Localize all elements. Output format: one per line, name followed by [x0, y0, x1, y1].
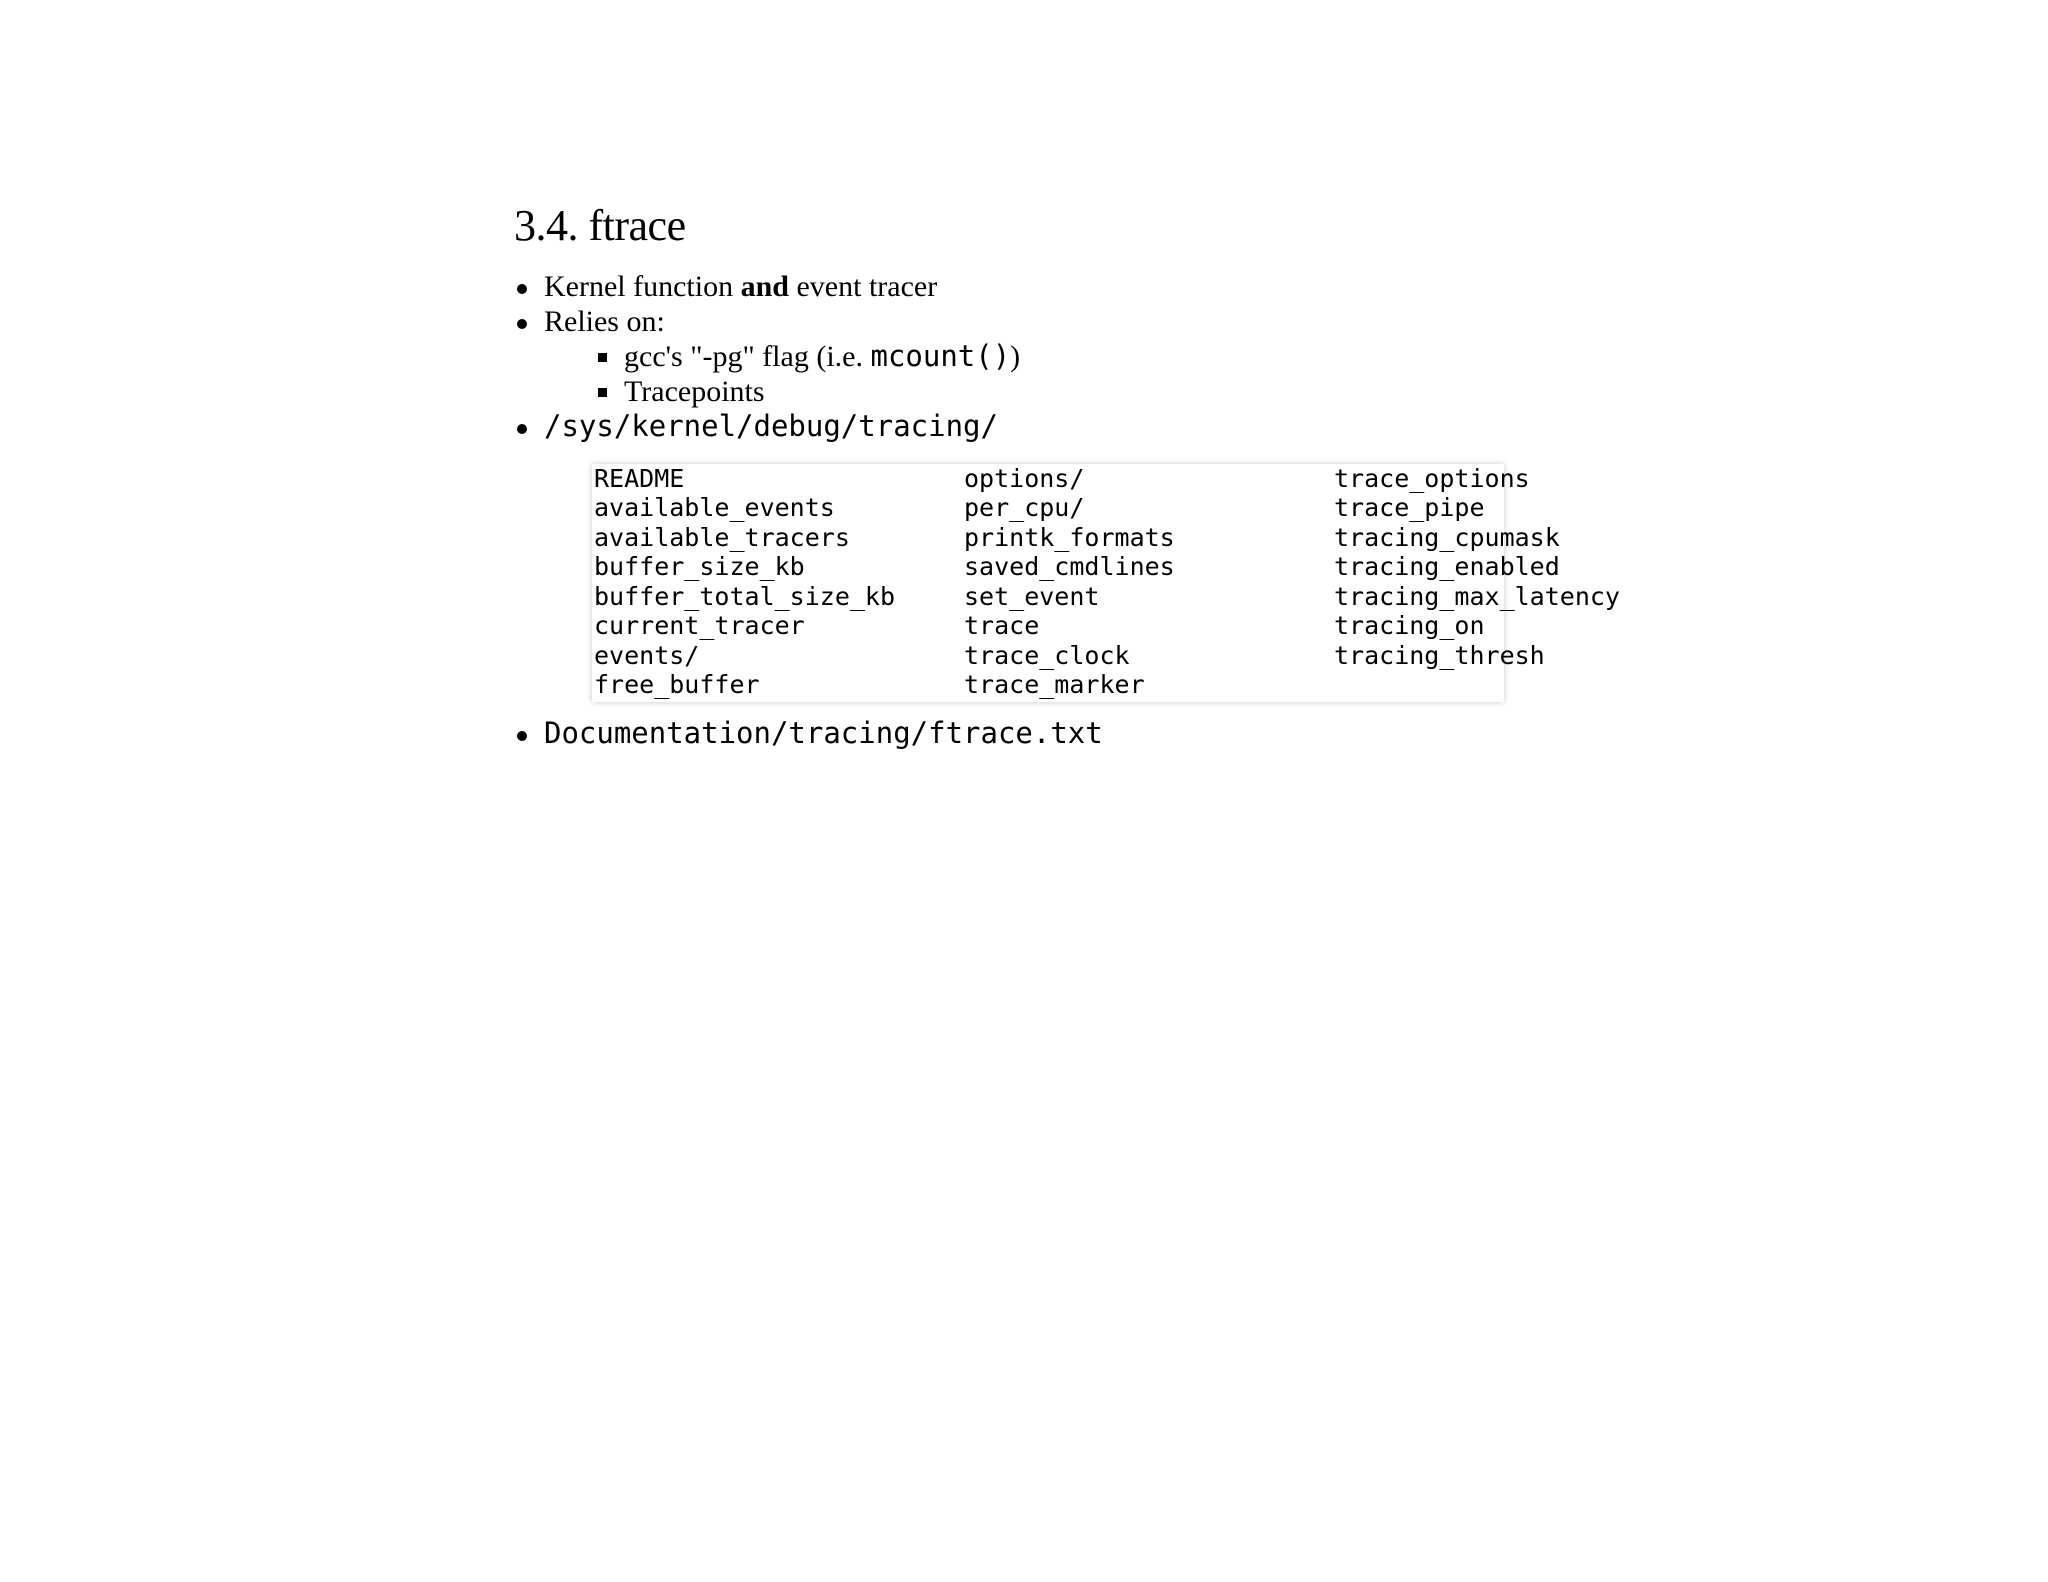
sub-bullet-item: [598, 374, 1814, 409]
listing-entry: trace_pipe: [1334, 493, 1485, 523]
sub-bullet-list: [544, 339, 1814, 409]
listing-entry: current_tracer: [594, 611, 805, 641]
doc-path-text: Documentation/tracing/ftrace.txt: [544, 715, 1103, 750]
bullet-text: Kernel function: [544, 269, 741, 303]
square-bullet-icon: [598, 353, 607, 362]
bullet-dot-icon: [517, 284, 527, 294]
listing-entry: trace_clock: [964, 640, 1130, 670]
listing-entry: printk_formats: [964, 522, 1175, 552]
listing-entry: tracing_enabled: [1334, 552, 1560, 582]
listing-entry: tracing_max_latency: [1334, 581, 1620, 611]
listing-entry: trace_options: [1334, 463, 1530, 493]
listing-entry: per_cpu/: [964, 493, 1085, 523]
listing-entry: available_events: [594, 493, 835, 523]
listing-column-3: [1334, 464, 1620, 671]
bullet-item: [514, 304, 1814, 409]
listing-entry: tracing_cpumask: [1334, 522, 1560, 552]
listing-entry: tracing_on: [1334, 611, 1485, 641]
listing-entry: events/: [594, 640, 700, 670]
listing-entry: buffer_total_size_kb: [594, 581, 896, 611]
listing-column-2: [964, 464, 1175, 700]
directory-listing: [592, 463, 1620, 702]
bullet-dot-icon: [517, 424, 527, 434]
bullet-text: Relies on:: [544, 304, 665, 338]
inline-code: mcount(): [870, 338, 1011, 373]
listing-column-1: [594, 464, 895, 700]
slide: [514, 200, 1814, 751]
bullet-item: [514, 269, 1814, 304]
listing-entry: README: [594, 463, 685, 493]
bullet-list: [514, 269, 1814, 751]
listing-entry: available_tracers: [594, 522, 850, 552]
sub-bullet-text: gcc's "-pg" flag (i.e.: [624, 339, 871, 373]
listing-entry: trace: [964, 611, 1040, 641]
bullet-dot-icon: [517, 319, 527, 329]
listing-entry: trace_marker: [964, 670, 1145, 700]
listing-entry: free_buffer: [594, 670, 760, 700]
slide-title: 3.4. ftrace: [514, 201, 686, 250]
bullet-text: event tracer: [788, 269, 938, 303]
bullet-item: [514, 716, 1814, 751]
sub-bullet-text: ): [1010, 339, 1021, 373]
bullet-bold-text: and: [740, 269, 789, 303]
listing-entry: tracing_thresh: [1334, 640, 1545, 670]
square-bullet-icon: [598, 388, 607, 397]
sub-bullet-text: Tracepoints: [624, 374, 765, 408]
bullet-item: [514, 409, 1814, 702]
bullet-dot-icon: [517, 731, 527, 741]
listing-entry: saved_cmdlines: [964, 552, 1175, 582]
listing-entry: set_event: [964, 581, 1100, 611]
path-text: /sys/kernel/debug/tracing/: [544, 408, 998, 443]
sub-bullet-item: [598, 339, 1814, 374]
listing-entry: options/: [964, 463, 1085, 493]
listing-entry: buffer_size_kb: [594, 552, 805, 582]
